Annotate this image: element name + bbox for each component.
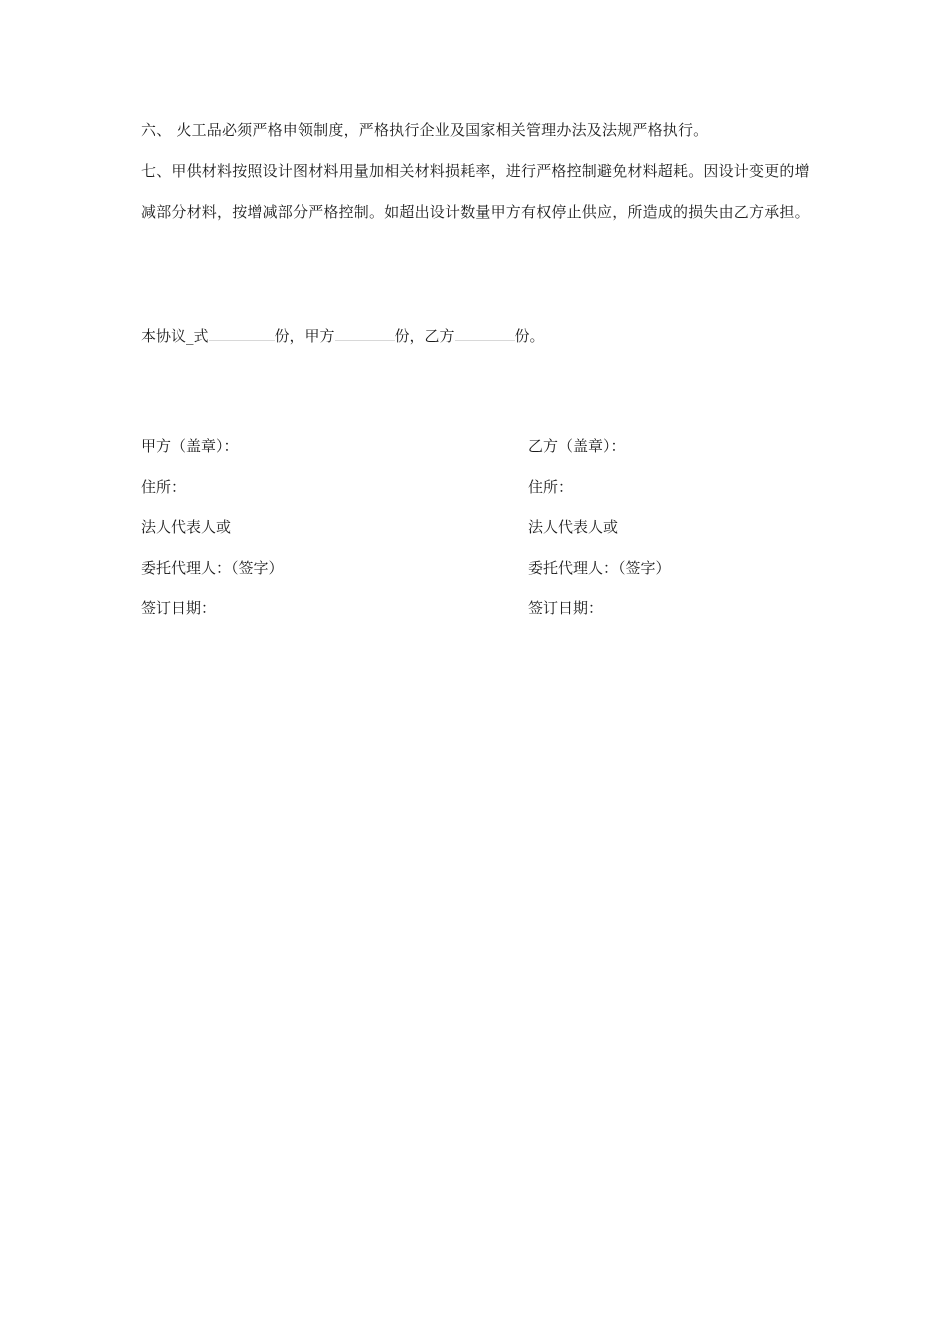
copies-party-b-blank (455, 328, 515, 341)
party-b-legal-rep: 法人代表人或 (528, 518, 619, 536)
party-a-date: 签订日期： (141, 599, 217, 617)
party-b-seal: 乙方（盖章）： (528, 437, 626, 455)
party-b-date: 签订日期： (528, 599, 604, 617)
party-a-agent: 委托代理人：（签字） (141, 558, 284, 577)
copies-total-blank (209, 328, 275, 341)
clause-six-text: 六、 火工品必须严格申领制度，严格执行企业及国家相关管理办法及法规严格执行。 (141, 121, 709, 139)
copies-party-a-blank (335, 328, 395, 341)
party-a-seal: 甲方（盖章）： (141, 437, 239, 455)
copies-line (141, 316, 545, 356)
party-a-legal-rep: 法人代表人或 (141, 518, 232, 536)
copies-suffix: 份。 (514, 327, 545, 345)
party-b-signature-block (528, 426, 848, 629)
party-a-address: 住所： (141, 477, 187, 496)
clause-six (141, 110, 813, 151)
clause-seven-text: 七、甲供材料按照设计图材料用量加相关材料损耗率，进行严格控制避免材料超耗。因设计变更的增减部分材料，按增减部分严格控制。如超出设计数量甲方有权停止供应，所造成的损失由乙方承担。 (141, 162, 810, 221)
copies-part-a-label: 份，甲方 (274, 327, 335, 345)
copies-prefix: 本协议_式 (141, 327, 209, 345)
party-b-agent: 委托代理人：（签字） (528, 558, 671, 577)
party-a-signature-block (141, 426, 461, 629)
party-b-address: 住所： (528, 477, 574, 496)
clause-seven (141, 151, 813, 233)
copies-part-b-label: 份，乙方 (394, 327, 455, 345)
